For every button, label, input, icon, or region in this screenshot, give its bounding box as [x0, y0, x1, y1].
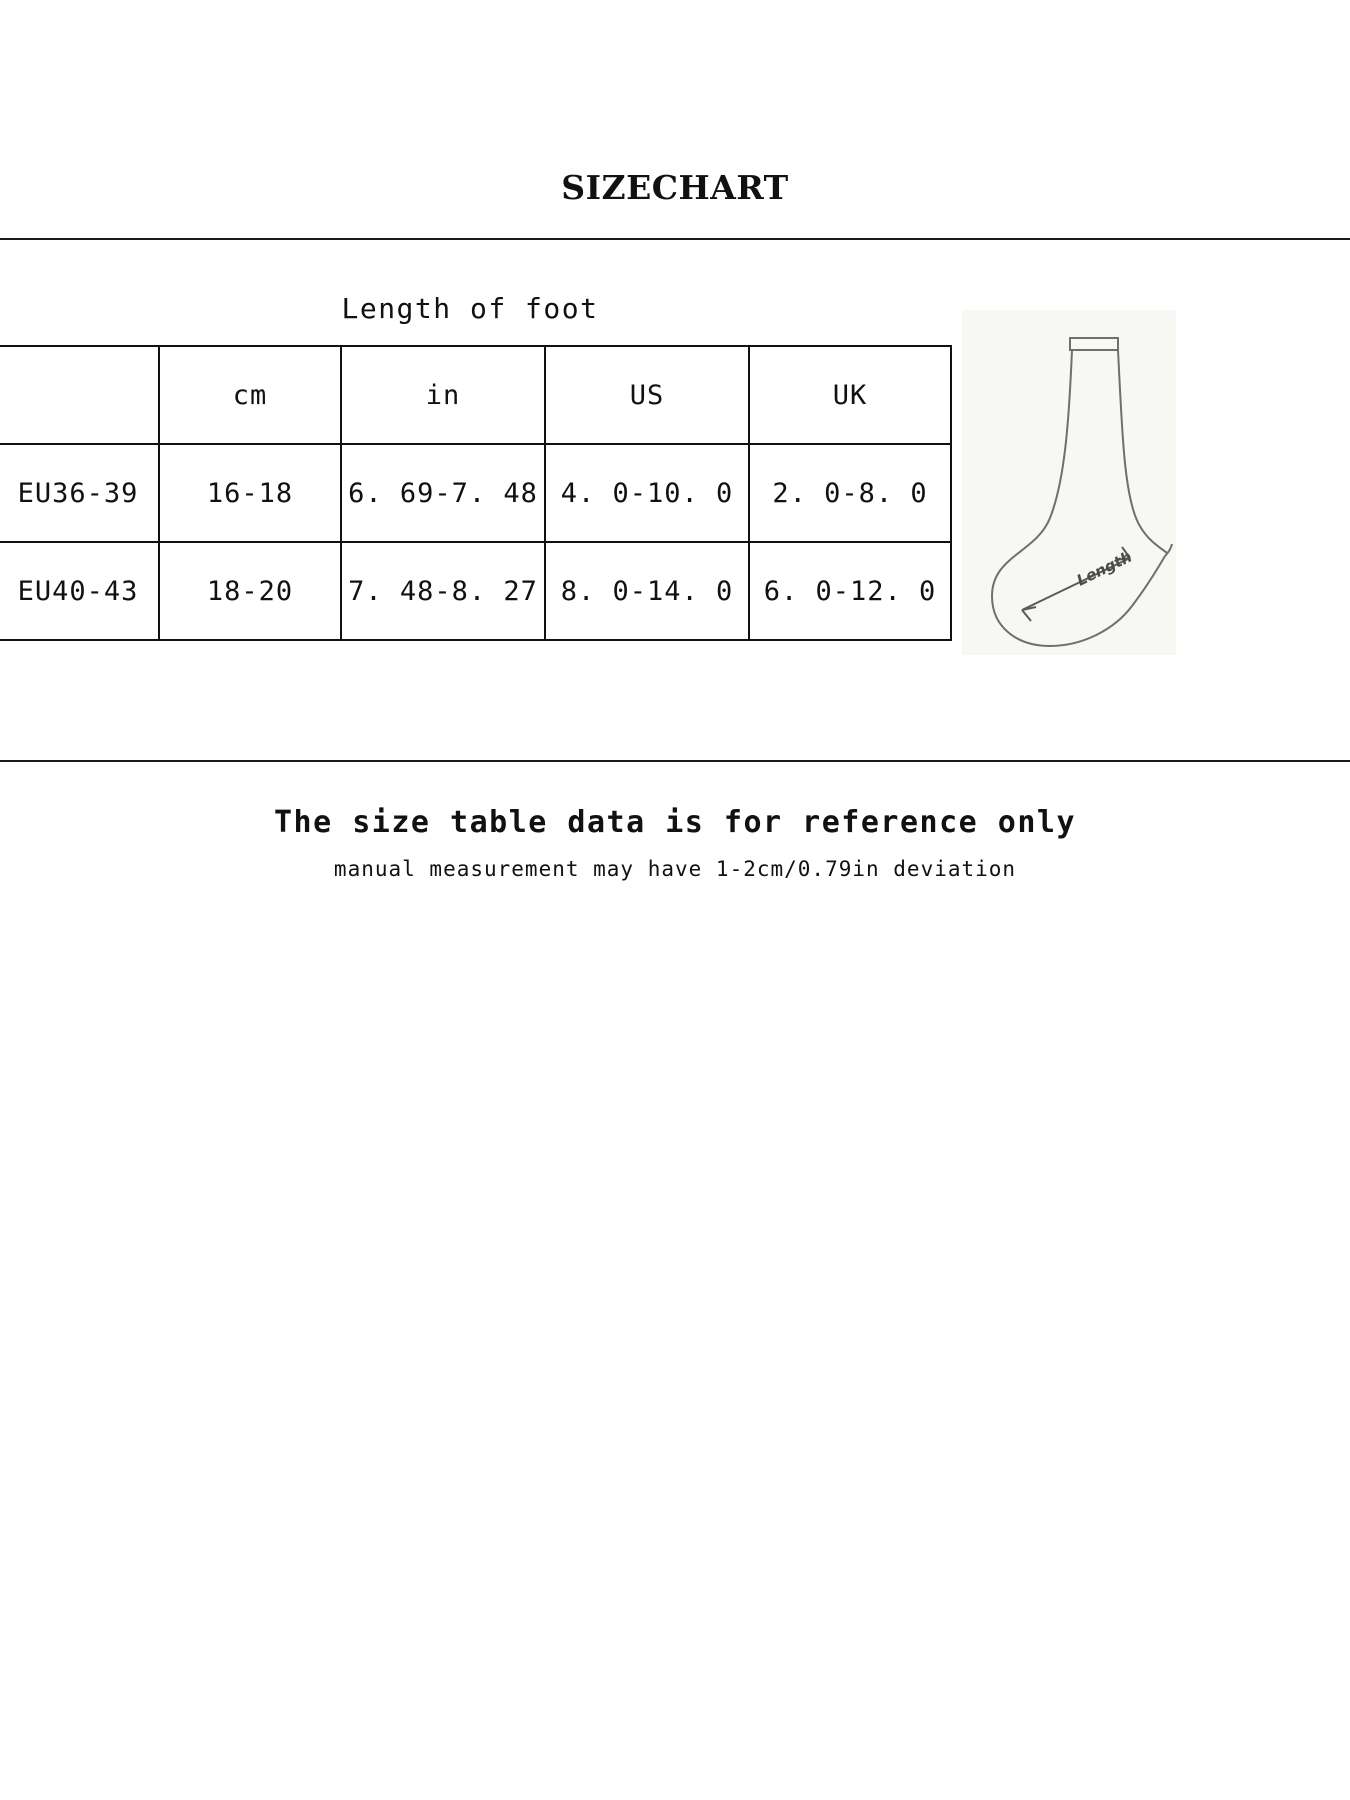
page-title: SIZECHART	[561, 168, 789, 207]
cell-uk: 6. 0-12. 0	[749, 542, 951, 640]
cell-uk: 2. 0-8. 0	[749, 444, 951, 542]
cell-us: 4. 0-10. 0	[545, 444, 749, 542]
footer-note-sub: manual measurement may have 1-2cm/0.79in deviation	[333, 857, 1017, 881]
footer-note-main: The size table data is for reference only	[273, 805, 1077, 840]
table-row	[0, 444, 951, 542]
section-label: Length of foot	[341, 292, 599, 325]
table-header-uk: UK	[749, 346, 951, 444]
table-row	[0, 542, 951, 640]
cell-cm: 16-18	[159, 444, 341, 542]
cell-cm: 18-20	[159, 542, 341, 640]
table-header-row	[0, 346, 951, 444]
table-header-in: in	[341, 346, 545, 444]
figure-caption: Length	[1073, 547, 1135, 590]
table-header-corner	[0, 346, 159, 444]
cell-eu: EU40-43	[0, 542, 159, 640]
sock-illustration-icon	[962, 310, 1176, 655]
cell-eu: EU36-39	[0, 444, 159, 542]
cell-in: 7. 48-8. 27	[341, 542, 545, 640]
table-header-cm: cm	[159, 346, 341, 444]
divider-bottom	[0, 760, 1350, 762]
size-chart-table	[0, 345, 952, 641]
cell-us: 8. 0-14. 0	[545, 542, 749, 640]
divider-top	[0, 238, 1350, 240]
cell-in: 6. 69-7. 48	[341, 444, 545, 542]
table-header-us: US	[545, 346, 749, 444]
